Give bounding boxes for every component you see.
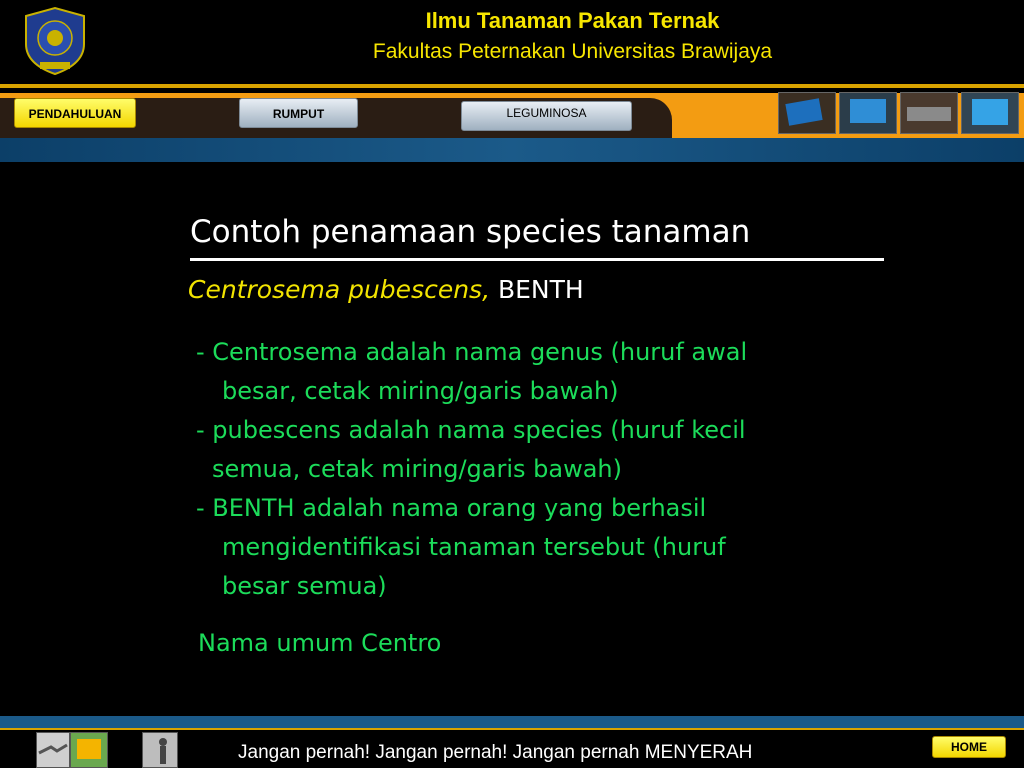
person-thumb-icon bbox=[142, 732, 178, 768]
list-item: besar, cetak miring/garis bawah) bbox=[222, 377, 619, 405]
common-name: Nama umum Centro bbox=[198, 629, 442, 657]
heading-underline bbox=[190, 258, 884, 261]
screen-thumb-icon bbox=[961, 92, 1019, 134]
slide-content bbox=[0, 162, 1024, 716]
blue-band bbox=[0, 138, 1024, 162]
keyboard-thumb-icon bbox=[900, 92, 958, 134]
home-button[interactable]: HOME bbox=[932, 736, 1006, 758]
nav-bar bbox=[0, 88, 1024, 138]
list-item: - pubescens adalah nama species (huruf kecil bbox=[196, 416, 746, 444]
list-item: semua, cetak miring/garis bawah) bbox=[212, 455, 623, 483]
computer-thumb-icon bbox=[778, 92, 836, 134]
page-title: Ilmu Tanaman Pakan Ternak bbox=[425, 8, 720, 33]
species-name bbox=[188, 275, 584, 304]
folder-thumb-icon bbox=[70, 732, 108, 768]
pendahuluan-button[interactable]: PENDAHULUAN bbox=[14, 98, 136, 128]
monitor-thumb-icon bbox=[839, 92, 897, 134]
decorative-thumbnails bbox=[776, 90, 1024, 134]
list-item: mengidentifikasi tanaman tersebut (huruf bbox=[222, 533, 726, 561]
header bbox=[0, 0, 1024, 84]
list-item: besar semua) bbox=[222, 572, 387, 600]
list-item: - Centrosema adalah nama genus (huruf awal bbox=[196, 338, 748, 366]
page-subtitle: Fakultas Peternakan Universitas Brawijaya bbox=[372, 40, 773, 63]
handshake-thumb-icon bbox=[36, 732, 70, 768]
footer-motto: Jangan pernah! Jangan pernah! Jangan pernah MENYERAH bbox=[238, 742, 753, 763]
footer-band bbox=[0, 716, 1024, 728]
list-item: - BENTH adalah nama orang yang berhasil bbox=[196, 494, 707, 522]
species-author: BENTH bbox=[490, 275, 584, 304]
rumput-button[interactable]: RUMPUT bbox=[239, 98, 358, 128]
leguminosa-button[interactable]: LEGUMINOSA bbox=[461, 101, 632, 131]
footer bbox=[0, 730, 1024, 768]
slide-heading: Contoh penamaan species tanaman bbox=[190, 214, 751, 250]
species-scientific-name: Centrosema pubescens, bbox=[188, 275, 491, 304]
